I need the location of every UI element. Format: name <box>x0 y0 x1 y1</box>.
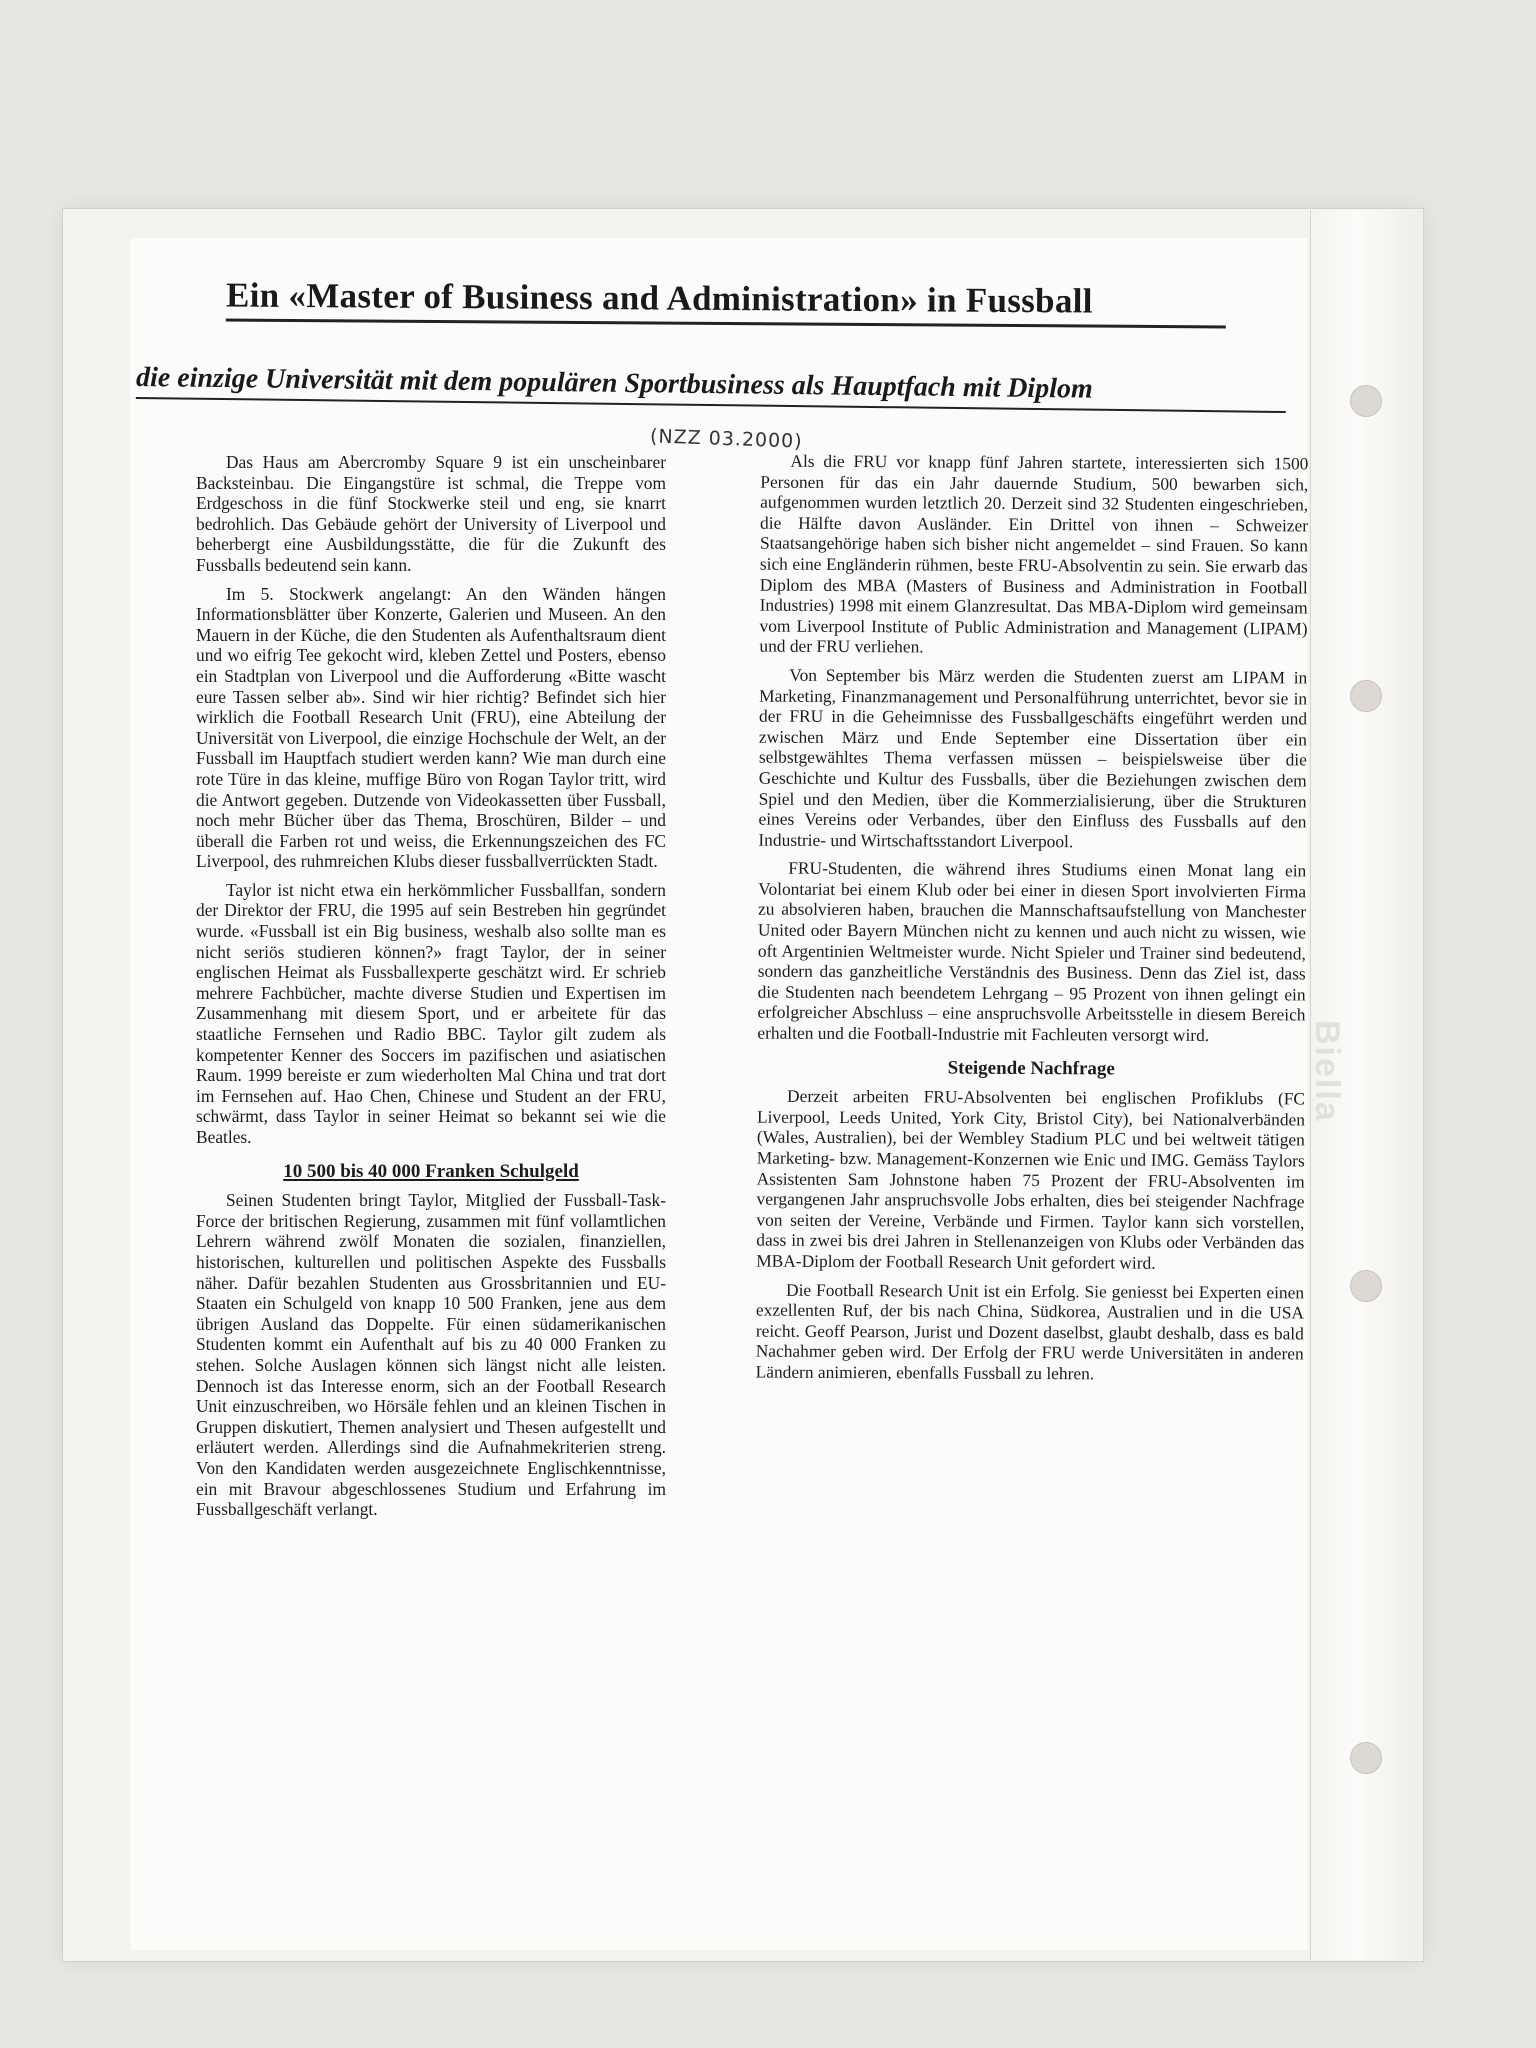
handwritten-source-note: (NZZ 03.2000) <box>649 425 804 453</box>
paragraph: Als die FRU vor knapp fünf Jahren startete, interessierten sich 1500 Personen für das ein Jahr dauernde Studium, 500 bewarben sich, aufgenommen wurden letztlich 20. Derzeit sind 32 Studenten eingeschrieben, die Hälfte davon Ausländer. Ein Drittel von ihnen – Schweizer Staatsangehörige haben sich bisher nicht angemeldet – sind Frauen. So kann sich eine Engländerin rühmen, beste FRU-Absolventin zu sein. Sie erwarb das Diplom des MBA (Masters of Business and Administration in Football Industries) 1998 mit einem Glanzresultat. Das MBA-Diplom wird gemeinsam vom Liverpool Institute of Public Administration and Management (LIPAM) und der FRU verliehen. <box>759 450 1308 657</box>
article-page <box>130 238 1308 1950</box>
punch-hole <box>1350 385 1382 417</box>
article-column-left <box>196 452 666 1528</box>
paragraph: Das Haus am Abercromby Square 9 ist ein unscheinbarer Backsteinbau. Die Eingangstüre ist schmal, die Treppe vom Erdgeschoss in die fünf Stockwerke steil und eng, sie knarrt bedrohlich. Das Gebäude gehört der University of Liverpool und beherbergt eine Ausbildungsstätte, die für die Zukunft des Fussballs bedeutend sein kann. <box>196 452 666 575</box>
section-heading: Steigende Nachfrage <box>947 1057 1115 1080</box>
article-column-right <box>756 451 1308 1393</box>
paragraph: Die Football Research Unit ist ein Erfolg. Sie geniesst bei Experten einen exzellenten Ruf, der bis nach China, Südkorea, Australien und in die USA reicht. Geoff Pearson, Jurist und Dozent daselbst, glaubt deshalb, dass es bald Nachahmer geben wird. Der Erfolg der FRU werde Universitäten in anderen Ländern animieren, ebenfalls Fussball zu lehren. <box>755 1279 1305 1384</box>
paragraph: Taylor ist nicht etwa ein herkömmlicher Fussballfan, sondern der Direktor der FRU, die 1995 auf sein Bestreben hin gegründet wurde. «Fussball ist ein Big business, weshalb also sollte man es nicht seriös studieren können?» fragt Taylor, der in seiner englischen Heimat als Fussballexperte geschätzt wird. Er schrieb mehrere Fachbücher, machte diverse Studien und Expertisen im Zusammenhang mit diesem Sport, und er arbeitete für das staatliche Fernsehen und Radio BBC. Taylor gilt zudem als kompetenter Kenner des Soccers im pazifischen und asiatischen Raum. 1999 bereiste er zum wiederholten Mal China und trat dort im Fernsehen auf. Hao Chen, Chinese und Student an der FRU, schwärmt, dass Taylor in seiner Heimat so bekannt sei wie die Beatles. <box>196 879 666 1147</box>
paragraph: Von September bis März werden die Studenten zuerst am LIPAM in Marketing, Finanzmanagement und Personalführung unterrichtet, bevor sie in der FRU in die Geheimnisse des Fussballgeschäfts eingeführt werden und zwischen März und Ende September eine Dissertation über ein selbstgewähltes Thema verfassen müssen – beispielsweise über die Geschichte und Kultur des Fussballs, über die Beziehungen zwischen dem Spiel und den Medien, über die Kommerzialisierung, über die Strukturen eines Vereins oder Verbandes, über den Einfluss des Fussballs auf den Industrie- und Wirtschaftsstandort Liverpool. <box>758 664 1308 851</box>
paragraph: Im 5. Stockwerk angelangt: An den Wänden hängen Informationsblätter über Konzerte, Galerien und Museen. An den Mauern in der Küche, die den Studenten als Aufenthaltsraum dient und wo eifrig Tee gekocht wird, kleben Zettel und Posters, ebenso ein Stadtplan von Liverpool und die Aufforderung «Bitte wascht eure Tassen selber ab». Sind wir hier richtig? Befindet sich hier wirklich die Football Research Unit (FRU), eine Abteilung der Universität von Liverpool, die einzige Hochschule der Welt, an der Fussball im Hauptfach studiert werden kann? Wie man durch eine rote Türe in das kleine, muffige Büro von Rogan Taylor tritt, wird die Antwort gegeben. Dutzende von Videokassetten über Fussball, noch mehr Bücher über das Thema, Broschüren, Bilder – und überall die Farben rot und weiss, die Erkennungszeichen des FC Liverpool, des ruhmreichen Klubs dieser fussballverrückten Stadt. <box>196 583 666 872</box>
article-title: Ein «Master of Business and Administration» in Fussball <box>226 273 1226 329</box>
paragraph: Derzeit arbeiten FRU-Absolventen bei englischen Profiklubs (FC Liverpool, Leeds United, York City, Bristol City), bei Nationalverbänden (Wales, Australien), bei der Wembley Stadium PLC und bei weltweit tätigen Marketing- bzw. Management-Konzernen wie Enic und IMG. Gemäss Taylors Assistenten Sam Johnstone haben 75 Prozent der FRU-Absolventen im vergangenen Jahr anspruchsvolle Jobs erhalten, dies bei steigender Nachfrage von seiten der Vereine, Verbände und Firmen. Taylor kann sich vorstellen, dass in zwei bis drei Jahren in Stellenanzeigen von Klubs oder Verbänden das MBA-Diplom der Football Research Unit gefordert wird. <box>756 1085 1306 1273</box>
section-heading: 10 500 bis 40 000 Franken Schulgeld <box>283 1160 579 1182</box>
paragraph: FRU-Studenten, die während ihres Studiums einen Monat lang ein Volontariat bei einem Klub oder bei einer in diesen Sport involvierten Firma zu absolvieren haben, brauchen die Mannschaftsaufstellung von Manchester United oder Bayern München nicht zu kennen und auch nicht zu wissen, wie oft Argentinien Weltmeister wurde. Nicht Spieler und Trainer sind bedeutend, sondern das ganzheitliche Verständnis des Business. Denn das Ziel ist, dass die Studenten nach beendetem Lehrgang – 95 Prozent von ihnen gelingt ein erfolgreicher Abschluss – eine anspruchsvolle Arbeitsstelle in diesem Bereich erhalten und die Football-Industrie mit Fachleuten versorgt wird. <box>757 858 1307 1045</box>
punch-hole <box>1350 680 1382 712</box>
punch-hole <box>1350 1270 1382 1302</box>
paragraph: Seinen Studenten bringt Taylor, Mitglied der Fussball-Task-Force der britischen Regierung, zusammen mit fünf vollamtlichen Lehrern während zwölf Monaten die sozialen, finanziellen, historischen, kulturellen und politischen Aspekte des Fussballs näher. Dafür bezahlen Studenten aus Grossbritannien und EU-Staaten ein Schulgeld von knapp 10 500 Franken, jene aus dem übrigen Ausland das Doppelte. Für einen südamerikanischen Studenten kommt ein Aufenthalt auf bis zu 40 000 Franken zu stehen. Solche Auslagen können sich längst nicht alle leisten. Dennoch ist das Interesse enorm, sich an der Football Research Unit einzuschreiben, wo Hörsäle fehlen und an kleinen Tischen in Gruppen diskutiert, Themen analysiert und Thesen aufgestellt und erläutert werden. Allerdings sind die Aufnahmekriterien streng. Von den Kandidaten werden ausgezeichnete Englischkenntnisse, ein mit Bravour abgeschlossenes Studium und Erfahrung im Fussballgeschäft verlangt. <box>196 1190 666 1520</box>
sleeve-brand-logo: Biella <box>1308 1020 1346 1123</box>
article-subtitle: die einzige Universität mit dem populären Sportbusiness als Hauptfach mit Diplom <box>136 359 1286 413</box>
punch-hole <box>1350 1742 1382 1774</box>
